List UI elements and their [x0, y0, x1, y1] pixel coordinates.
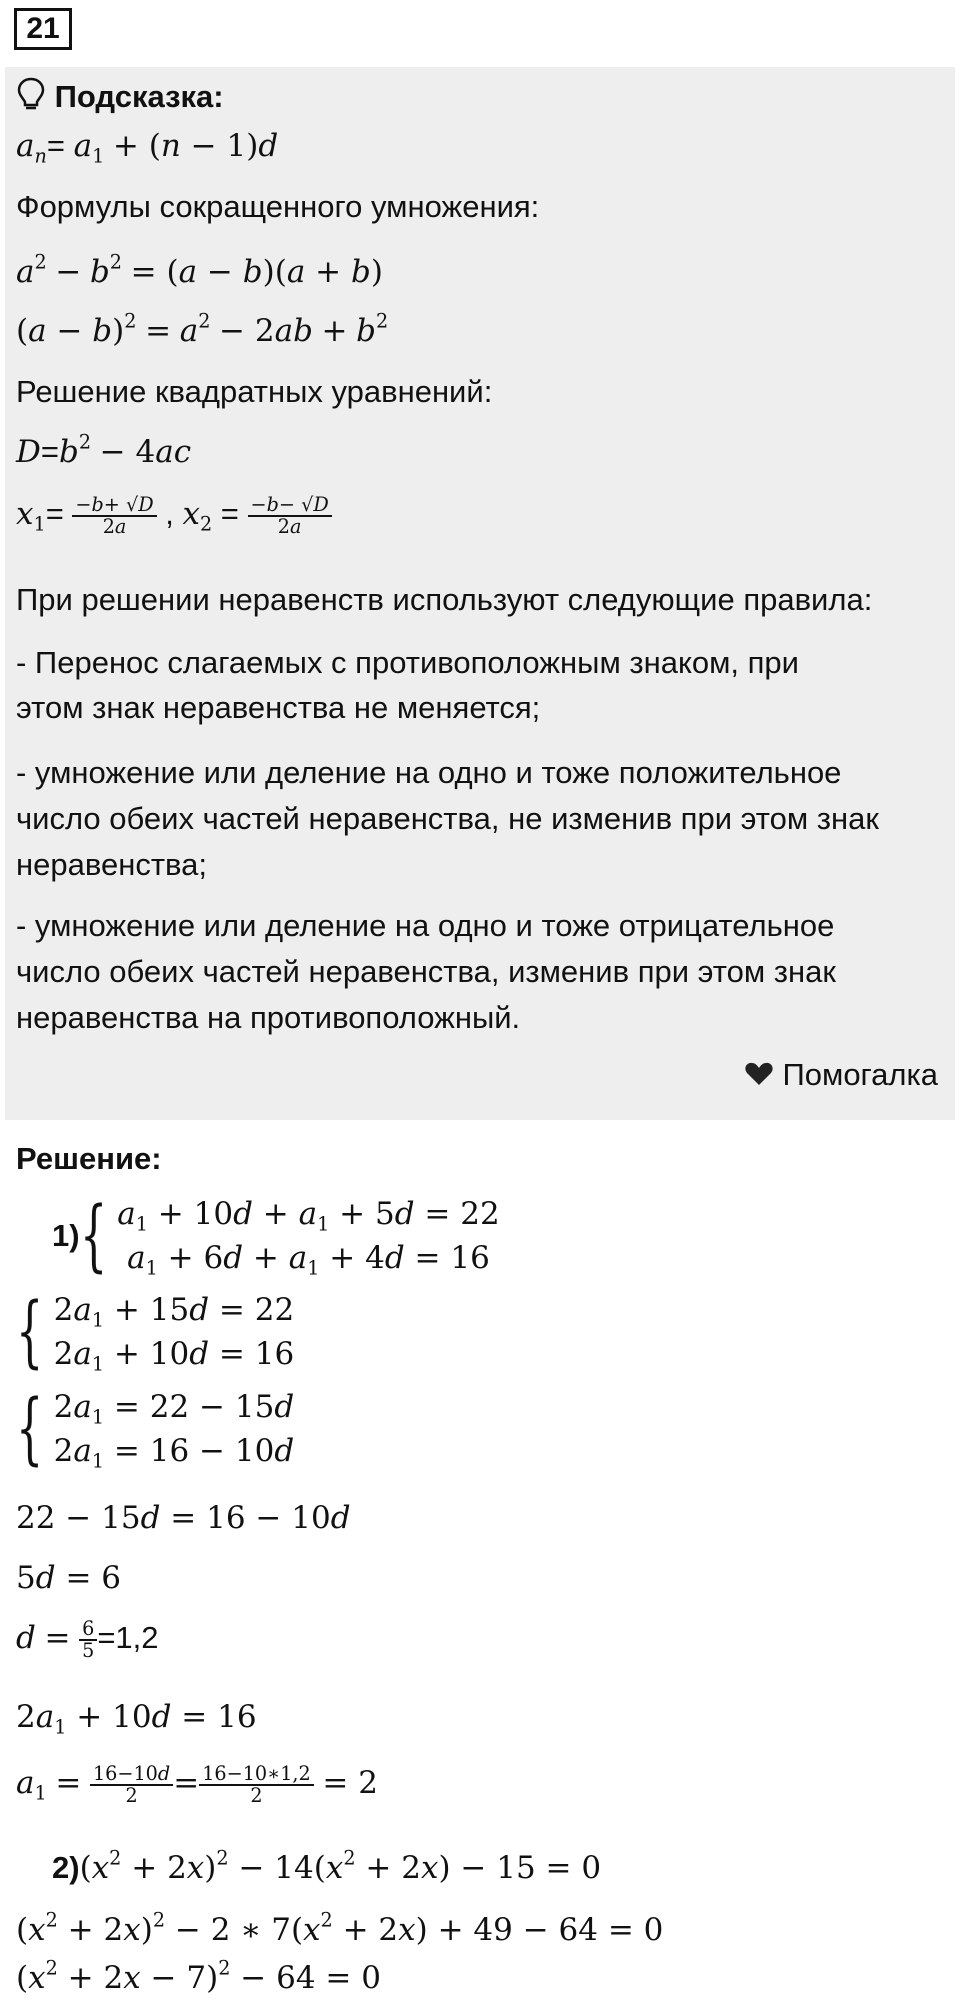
hint-title-row [16, 76, 224, 122]
equation-equate: 22 − 15d = 16 − 10d [16, 1500, 351, 1536]
equation-substitute: $2a_1 + 10d = 16$ [16, 1699, 257, 1739]
equation-part-2: $2)(x^2 + 2x)^2 - 14(x^2 + 2x) - 15 = 0$ [52, 1846, 602, 1886]
rule-3-line-3: неравенства на противоположный. [16, 1000, 521, 1035]
system-3: { $2a_1 = 22 - 15d$ $2a_1 = 16 - 10d$ [16, 1384, 295, 1474]
equation-a1-value: $a_1$ = $\frac{16-10d}{2}$ = $\frac{16-10∗1,2}{2}$ = 2 [16, 1761, 378, 1807]
brand-label: Помогалка [782, 1057, 938, 1092]
inequality-heading: При решении неравенств используют следующие правила: [16, 582, 873, 617]
rule-2-line-3: неравенства; [16, 847, 207, 882]
equation-complete-square: $(x^2 + 2x)^2 - 2$ ∗ $7(x^2 + 2x) + 49 - 64 = 0$ [16, 1908, 664, 1948]
formula-arith-progression: $a_n= a_1 + (n - 1)d$ [16, 128, 279, 168]
system-1: 1){ $a_1 + 10d + a_1 + 5d = 22$ $a_1 + 6d + a_1 + 4d = 16$ [52, 1191, 500, 1281]
part-2-label: 2) [52, 1850, 80, 1885]
a1-result: = 2 [322, 1765, 378, 1801]
formula-discriminant: $D=b^2 - 4ac$ [16, 430, 192, 470]
rule-3-line-2: число обеих частей неравенства, изменив при этом знак [16, 954, 836, 989]
rule-1-line-2: этом знак неравенства не меняется; [16, 690, 541, 725]
rule-2-line-1: - умножение или деление на одно и тоже положительное [16, 755, 842, 790]
rule-1-line-1: - Перенос слагаемых с противоположным знаком, при [16, 645, 799, 680]
rule-2-line-2: число обеих частей неравенства, не изменив при этом знак [16, 801, 879, 836]
formula-difference-of-squares: $a^2 - b^2 = (a - b)(a + b)$ [16, 250, 383, 290]
task-number: 21 [14, 8, 72, 50]
solution-title: Решение: [16, 1141, 162, 1176]
formulas-heading: Формулы сокращенного умножения: [16, 189, 540, 224]
rule-3-line-1: - умножение или деление на одно и тоже отрицательное [16, 908, 835, 943]
formula-square-of-difference: $(a - b)^2 = a^2 - 2ab + b^2$ [16, 309, 389, 349]
formula-roots: $x_1=$ $\frac{-b+ √D}{2a}$ , $x_2$ = $\frac{-b- √D}{2a}$ [16, 494, 332, 537]
d-value: =1,2 [97, 1620, 159, 1655]
hint-title: Подсказка: [54, 79, 224, 115]
part-1-label: 1) [52, 1218, 80, 1253]
equation-5d: 5d = 6 [16, 1560, 121, 1596]
quadratic-heading: Решение квадратных уравнений: [16, 374, 493, 409]
brand-row [744, 1055, 938, 1097]
heart-icon [744, 1057, 774, 1097]
lightbulb-icon [16, 76, 46, 122]
equation-d-value: d = $\frac{6}{5}$ =1,2 [16, 1616, 159, 1662]
system-2: { $2a_1 + 15d = 22$ $2a_1 + 10d = 16$ [16, 1287, 295, 1377]
equation-squared-form: $(x^2 + 2x - 7)^2 - 64 = 0$ [16, 1956, 381, 1996]
